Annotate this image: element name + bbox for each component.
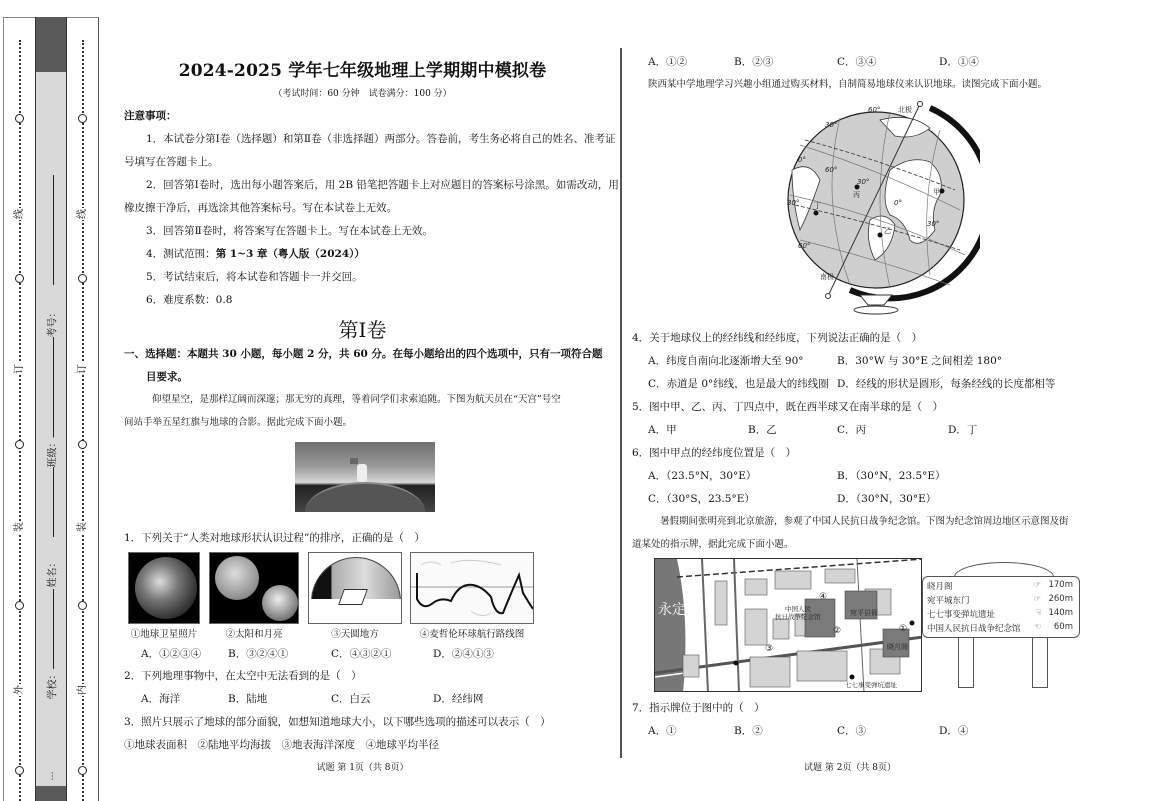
signboard-panel	[922, 576, 1080, 638]
hand-pointer-left-icon: ☜	[1033, 622, 1041, 631]
image-caption: ②太阳和月亮	[225, 629, 283, 640]
q3-option-b: B．②③	[734, 56, 774, 68]
flag-icon	[350, 458, 358, 464]
q6-option-b: B．（30°N，23.5°E）	[837, 470, 946, 482]
magellan-route-map	[410, 552, 534, 624]
column-divider	[620, 48, 622, 758]
binding-char: 线	[76, 209, 88, 219]
sign-distance: 170m	[1048, 580, 1073, 590]
svg-text:③: ③	[765, 644, 774, 654]
field-underline	[53, 467, 54, 537]
binding-char: 装	[13, 522, 25, 532]
notice-item: 2．回答第Ⅰ卷时，选出每小题答案后，用 2B 铅笔把答题卡上对应题目的答案标号涂黑。如需改动，用	[146, 179, 619, 191]
sign-destination: 七七事变弹坑遗址	[927, 610, 996, 620]
svg-text:30°: 30°	[857, 178, 870, 186]
field-label-school: 学校：	[44, 670, 59, 700]
notice-item: 1．本试卷分第Ⅰ卷（选择题）和第Ⅱ卷（非选择题）两部分。答卷前，考生务必将自己的姓名、准考证	[146, 133, 616, 145]
svg-text:30°: 30°	[787, 199, 800, 207]
q3-option-c: C．③④	[837, 56, 877, 68]
binding-char: 装	[76, 522, 88, 532]
notice-item: 号填写在答题卡上。	[124, 156, 219, 168]
notice-item-label: 4．测试范围：	[146, 248, 216, 260]
binding-dark-block	[36, 786, 66, 801]
question-7-stem: 7．指示牌位于图中的（ ）	[632, 702, 765, 714]
q6-option-c: C．（30°S，23.5°E）	[648, 493, 755, 505]
q1-option-a: A．①②③④	[141, 648, 202, 660]
sign-distance: 260m	[1048, 594, 1073, 604]
ring-icon	[78, 114, 87, 123]
question-3-items: ①地球表面积 ②陆地平均海拔 ③地表海洋深度 ④地球平均半径	[124, 739, 439, 751]
page-footer: 试题 第 1页（共 8页）	[316, 763, 409, 773]
svg-text:①: ①	[899, 624, 908, 634]
passage-text: 间站手举五星红旗与地球的合影。据此完成下面小题。	[124, 417, 353, 428]
svg-text:④: ④	[819, 592, 828, 602]
hand-pointer-right-icon: ☞	[1033, 580, 1041, 589]
svg-text:0°: 0°	[894, 199, 902, 207]
sign-distance: 140m	[1048, 608, 1073, 618]
question-2-stem: 2．下列地理事物中，在太空中无法看到的是（ ）	[124, 670, 362, 682]
q2-option-d: D．经纬网	[433, 693, 484, 705]
q6-option-a: A．（23.5°N，30°E）	[648, 470, 757, 482]
binding-char: 订	[76, 364, 88, 374]
image-caption: ③天圆地方	[331, 629, 379, 640]
moon-icon	[262, 585, 298, 621]
q2-option-b: B．陆地	[228, 693, 268, 705]
passage-text: 暑假期间张明亮到北京旅游，参观了中国人民抗日战争纪念馆。下图为纪念馆周边地区示意图及街	[660, 516, 1069, 527]
direction-signboard	[920, 558, 1080, 692]
svg-text:60°: 60°	[868, 106, 881, 114]
question-4-stem: 4．关于地球仪上的经纬线和经纬度，下列说法正确的是（ ）	[632, 332, 923, 344]
svg-text:30°: 30°	[825, 121, 838, 129]
binding-outer-column	[3, 17, 35, 801]
svg-text:宛平县衙: 宛平县衙	[850, 609, 878, 617]
ring-icon	[15, 766, 24, 775]
q1-option-d: D．②④①③	[433, 648, 494, 660]
binding-info-column	[35, 17, 67, 801]
field-label-class: 班级：	[44, 438, 59, 468]
section-title: 第Ⅰ卷	[338, 318, 387, 342]
q7-option-c: C．③	[837, 725, 867, 737]
svg-text:七七事变弹坑遗址: 七七事变弹坑遗址	[845, 681, 897, 689]
q5-option-b: B．乙	[748, 424, 777, 436]
hand-pointer-right-icon: ☞	[1033, 594, 1041, 603]
q5-option-d: D．丁	[948, 424, 978, 436]
binding-dark-block	[36, 17, 66, 72]
exam-page-1	[110, 0, 619, 801]
svg-text:30°: 30°	[927, 220, 940, 228]
question-3-stem: 3．照片只展示了地球的部分面貌，如想知道地球大小，以下哪些选项的描述可以表示（ ）	[124, 716, 551, 728]
svg-text:永定河: 永定河	[658, 602, 700, 618]
page-footer: 试题 第 2页（共 8页）	[803, 763, 897, 773]
binding-char: 订	[13, 364, 25, 374]
signboard-post	[958, 638, 974, 688]
field-underline	[53, 589, 54, 669]
svg-text:乙: 乙	[884, 227, 891, 235]
svg-text:②: ②	[833, 626, 842, 636]
passage-text: 仰望星空，是那样辽阔而深邃；那无穷的真理，等着同学们求索追随。下图为航天员在“天宫”号空	[152, 394, 561, 405]
binding-ellipsis: …	[46, 771, 56, 781]
ring-icon	[78, 440, 87, 449]
svg-text:甲: 甲	[933, 188, 940, 196]
q4-option-a: A．纬度自南向北逐渐增大至 90°	[648, 355, 804, 367]
q5-option-c: C．丙	[837, 424, 867, 436]
q2-option-a: A．海洋	[141, 693, 181, 705]
q5-option-a: A．甲	[648, 424, 677, 436]
astronaut-icon	[357, 464, 367, 482]
hand-pointer-down-icon: ☟	[1036, 608, 1041, 617]
q7-option-b: B．②	[734, 725, 763, 737]
q3-option-d: D．①④	[939, 56, 979, 68]
sun-moon-photo	[209, 552, 299, 624]
q1-option-b: B．③②④①	[228, 648, 289, 660]
notice-item: 3．回答第Ⅱ卷时，将答案写在答题卡上。写在本试卷上无效。	[146, 225, 433, 237]
ring-icon	[78, 601, 87, 610]
q7-option-d: D．④	[939, 725, 969, 737]
question-6-stem: 6．图中甲点的经纬度位置是（ ）	[632, 447, 797, 459]
binding-char: 外	[13, 685, 25, 695]
svg-text:0°: 0°	[798, 156, 806, 164]
passage-text: 陕西某中学地理学习兴趣小组通过购买材料，自制简易地球仪来认识地球。读图完成下面小题。	[648, 79, 1048, 90]
image-caption: ①地球卫星照片	[130, 629, 198, 640]
notice-item	[146, 247, 365, 261]
ring-icon	[15, 601, 24, 610]
q2-option-c: C．白云	[331, 693, 371, 705]
earth-satellite-photo	[128, 552, 200, 624]
image-caption: ④麦哲伦环球航行路线图	[419, 629, 525, 640]
field-underline	[53, 175, 54, 285]
q4-option-c: C．赤道是 0°纬线，也是最大的纬线圈	[648, 378, 829, 390]
binding-strip	[3, 17, 99, 801]
ring-icon	[78, 766, 87, 775]
svg-text:南极: 南极	[820, 273, 834, 281]
signboard-post	[1032, 638, 1048, 688]
svg-text:晓月阁: 晓月阁	[887, 643, 908, 651]
binding-char: 线	[13, 209, 25, 219]
sign-destination: 中国人民抗日战争纪念馆	[927, 624, 1021, 634]
ring-icon	[15, 114, 24, 123]
test-scope: 第 1~3 章（粤人版（2024））	[215, 248, 365, 260]
q4-option-b: B．30°W 与 30°E 之间相差 180°	[837, 355, 1003, 367]
section-intro: 一、选择题：本题共 30 小题，每小题 2 分，共 60 分。在每小题给出的四个选项中，只有一项符合题	[124, 348, 603, 360]
svg-text:中国人民: 中国人民	[785, 605, 811, 613]
svg-text:抗日战争纪念馆: 抗日战争纪念馆	[775, 613, 821, 621]
svg-text:60°: 60°	[825, 166, 838, 174]
sign-distance: 60m	[1053, 622, 1073, 632]
astronaut-photo	[295, 442, 435, 512]
earth-icon	[135, 557, 197, 619]
field-label-name: 姓名：	[44, 558, 59, 588]
question-5-stem: 5．图中甲、乙、丙、丁四点中，既在西半球又在南半球的是（ ）	[632, 401, 944, 413]
passage-text: 道某处的指示牌，据此完成下面小题。	[632, 539, 794, 550]
binding-inner-column	[67, 17, 99, 801]
q4-option-d: D．经线的形状是圆形，每条经线的长度都相等	[837, 378, 1056, 390]
q3-option-a: A．①②	[648, 56, 688, 68]
ring-icon	[15, 440, 24, 449]
exam-title: 2024-2025 学年七年级地理上学期期中模拟卷	[178, 61, 547, 81]
ring-icon	[15, 274, 24, 283]
binding-char: 内	[76, 685, 88, 695]
section-intro: 目要求。	[146, 371, 188, 383]
svg-text:丁: 丁	[814, 202, 821, 210]
svg-text:北极: 北极	[898, 106, 912, 114]
svg-text:60°: 60°	[798, 242, 811, 250]
globe-diagram	[780, 100, 980, 315]
notice-heading: 注意事项：	[124, 110, 177, 122]
notice-item: 橡皮擦干净后，再选涂其他答案标号。写在本试卷上无效。	[124, 202, 397, 214]
ring-icon	[78, 274, 87, 283]
memorial-area-map	[654, 558, 922, 692]
round-sky-square-earth-image	[308, 552, 402, 624]
sign-destination: 晓月阁	[927, 582, 953, 592]
notice-item: 6．难度系数：0.8	[146, 294, 233, 306]
field-label-exam-number: 考号：	[44, 308, 59, 338]
q6-option-d: D．（30°N，30°E）	[837, 493, 937, 505]
exam-page-2	[630, 0, 1140, 801]
q7-option-a: A．①	[648, 725, 677, 737]
sign-destination: 宛平城东门	[927, 596, 970, 606]
sun-icon	[215, 556, 259, 600]
svg-text:丙: 丙	[853, 191, 860, 199]
question-1-stem: 1．下列关于“人类对地球形状认识过程”的排序，正确的是（ ）	[124, 532, 425, 544]
notice-item: 5．考试结束后，将本试卷和答题卡一并交回。	[146, 271, 363, 283]
q1-option-c: C．④③②①	[331, 648, 392, 660]
exam-subtitle: （考试时间：60 分钟 试卷满分：100 分）	[273, 89, 452, 99]
